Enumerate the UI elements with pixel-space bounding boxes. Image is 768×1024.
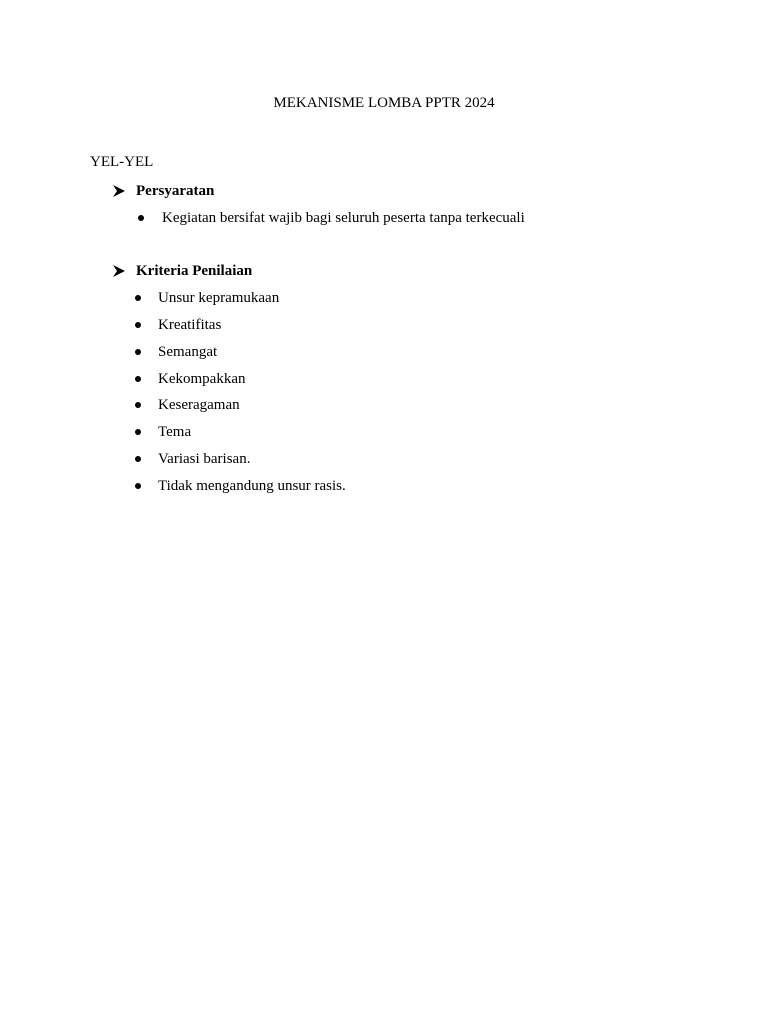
arrow-bullet-icon <box>112 184 126 198</box>
bullet-dot-icon <box>135 349 141 355</box>
subheading-persyaratan <box>112 181 214 201</box>
section-heading-yel-yel: YEL-YEL <box>90 154 154 170</box>
bullet-dot-icon <box>135 402 141 408</box>
bullet-dot-icon <box>135 376 141 382</box>
list-item-text: Unsur kepramukaan <box>158 290 280 306</box>
list-item-text: Kegiatan bersifat wajib bagi seluruh peserta tanpa terkecuali <box>162 210 525 226</box>
list-item-text: Kreatifitas <box>158 317 222 333</box>
list-item <box>135 315 221 335</box>
list-item <box>135 288 279 308</box>
list-item-text: Tema <box>158 424 192 440</box>
list-item-text: Semangat <box>158 344 218 360</box>
bullet-dot-icon <box>135 483 141 489</box>
list-item <box>135 369 245 389</box>
list-item <box>135 342 217 362</box>
subheading-persyaratan-label: Persyaratan <box>136 183 215 199</box>
list-item <box>135 449 250 469</box>
list-item-text: Keseragaman <box>158 397 240 413</box>
subheading-kriteria-penilaian <box>112 261 252 281</box>
list-item <box>135 476 346 496</box>
subheading-kriteria-label: Kriteria Penilaian <box>136 263 253 279</box>
bullet-dot-icon <box>135 456 141 462</box>
document-title: MEKANISME LOMBA PPTR 2024 <box>273 95 495 111</box>
list-item <box>135 422 191 442</box>
arrow-bullet-icon <box>112 264 126 278</box>
bullet-dot-icon <box>135 295 141 301</box>
list-item-text: Variasi barisan. <box>158 451 251 467</box>
list-item <box>138 208 525 228</box>
list-item-text: Tidak mengandung unsur rasis. <box>158 478 346 494</box>
list-item <box>135 395 240 415</box>
bullet-dot-icon <box>138 215 144 221</box>
bullet-dot-icon <box>135 322 141 328</box>
list-item-text: Kekompakkan <box>158 371 246 387</box>
bullet-dot-icon <box>135 429 141 435</box>
